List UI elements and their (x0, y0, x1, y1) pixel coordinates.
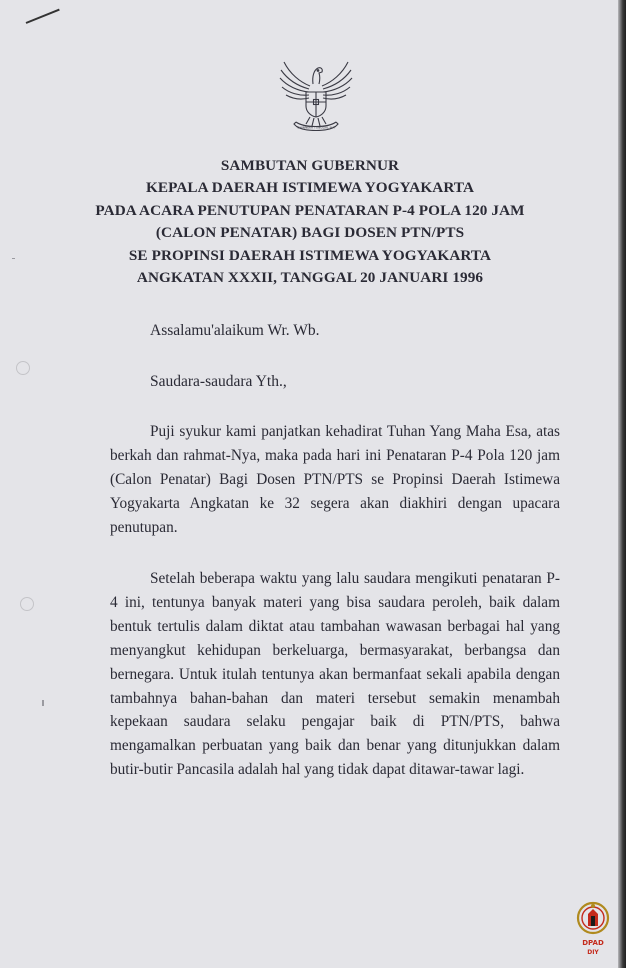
address: Saudara-saudara Yth., (150, 373, 287, 390)
page-edge-shadow (618, 0, 626, 968)
heading-line-4: (CALON PENATAR) BAGI DOSEN PTN/PTS (155, 224, 465, 242)
punch-hole (20, 597, 34, 611)
heading-line-3: PADA ACARA PENUTUPAN PENATARAN P-4 POLA 120 JAM (95, 201, 525, 219)
paragraph-2: Setelah beberapa waktu yang lalu saudara mengikuti penataran P-4 ini, tentunya banyak materi yang bisa saudara peroleh, baik dalam bentuk tertulis dalam diktat atau tambahan wawasan berbagai hal yang menyangkut kehidupan berkeluarga, bermasyarakat, berbangsa dan bernegara. Untuk itulah tentunya akan bermanfaat sekali apabila dengan tambahnya bahan-bahan dan materi tersebut semakin menambah kepekaan saudara selaku pengajar baik di PTN/PTS, bahwa mengamalkan perbuatan yang baik dan benar yang ditunjukkan dalam butir-butir Pancasila adalah hal yang tidak dapat ditawar-tawar lagi. (110, 570, 560, 779)
svg-text:DPAD: DPAD (582, 939, 604, 947)
greeting: Assalamu'alaikum Wr. Wb. (150, 322, 320, 339)
pen-mark (26, 9, 60, 24)
speck (42, 700, 44, 706)
punch-hole (16, 361, 30, 375)
heading-line-5: SE PROPINSI DAERAH ISTIMEWA YOGYAKARTA (128, 246, 492, 264)
paragraph-1: Puji syukur kami panjatkan kehadirat Tuhan Yang Maha Esa, atas berkah dan rahmat-Nya, maka pada hari ini Penataran P-4 Pola 120 jam (Calon Penatar) Bagi Dosen PTN/PTS se Propinsi Daerah Istimewa Yogyakarta Angkatan ke 32 segera akan diakhiri dengan upacara penutupan. (110, 423, 560, 536)
document-heading (60, 155, 560, 289)
garuda-emblem-icon (276, 56, 356, 136)
heading-line-2: KEPALA DAERAH ISTIMEWA YOGYAKARTA (145, 179, 475, 197)
heading-line-1: SAMBUTAN GUBERNUR (220, 157, 400, 174)
archive-stamp-logo (574, 900, 612, 960)
speck (12, 258, 15, 259)
heading-line-6: ANGKATAN XXXII, TANGGAL 20 JANUARI 1996 (136, 269, 484, 287)
svg-text:BHINNEKA TUNGGAL IKA: BHINNEKA TUNGGAL IKA (297, 125, 335, 130)
svg-text:DIY: DIY (587, 949, 599, 956)
